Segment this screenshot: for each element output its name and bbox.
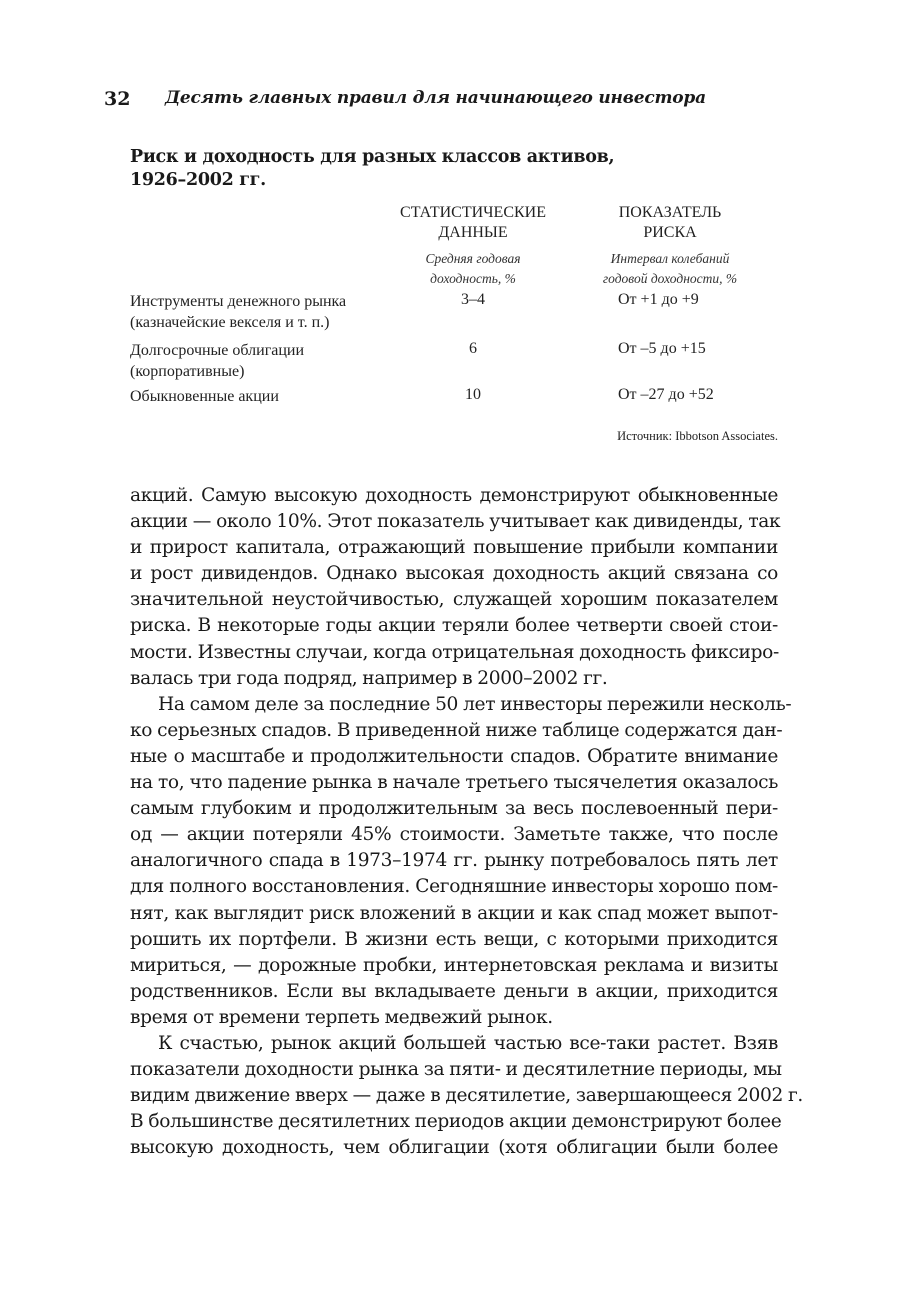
text-line: видим движение вверх — даже в десятилетие, завершающееся 2002 г. bbox=[130, 1085, 803, 1107]
text-line: В большинстве десятилетних периодов акции демонстрируют более bbox=[130, 1111, 782, 1133]
text-line: самым глубоким и продолжительным за весь послевоенный пери- bbox=[130, 798, 778, 820]
paragraph bbox=[130, 483, 781, 692]
header-line: ДАННЫЕ bbox=[438, 224, 508, 241]
subheader-line: Средняя годовая bbox=[425, 251, 521, 266]
subheader-line: Интервал колебаний bbox=[610, 251, 730, 266]
text-line: и прирост капитала, отражающий повышение прибыли компании bbox=[130, 537, 778, 559]
text-line: риска. В некоторые годы акции теряли более четверти своей стои- bbox=[130, 615, 778, 637]
subheader-line: доходность, % bbox=[430, 271, 516, 286]
row-label-bonds bbox=[130, 340, 304, 382]
text-line: На самом деле за последние 50 лет инвесторы пережили несколь- bbox=[158, 693, 792, 715]
text-line: родственников. Если вы вкладываете деньги в акции, приходится bbox=[130, 980, 778, 1002]
body-text bbox=[130, 483, 803, 1161]
header-line: РИСКА bbox=[643, 224, 697, 241]
text-line: ные о масштабе и продолжительности спадов. Обратите внимание bbox=[130, 745, 778, 767]
cell-range: От –27 до +52 bbox=[618, 386, 714, 403]
table-title-line: Риск и доходность для разных классов активов, bbox=[130, 147, 615, 167]
running-title: Десять главных правил для начинающего инвестора bbox=[165, 88, 706, 108]
text-line: валась три года подряд, например в 2000–2002 гг. bbox=[130, 667, 608, 689]
column-header-statistics bbox=[378, 203, 568, 243]
table-source: Источник: Ibbotson Associates. bbox=[617, 429, 778, 443]
text-line: высокую доходность, чем облигации (хотя облигации были более bbox=[130, 1137, 778, 1159]
column-subheader-return bbox=[378, 249, 568, 289]
label-line: (казначейские векселя и т. п.) bbox=[130, 314, 330, 331]
text-line: мириться, — дорожные пробки, интернетовская реклама и визиты bbox=[130, 954, 778, 976]
text-line: нят, как выглядит риск вложений в акции и как спад может выпот- bbox=[130, 902, 778, 924]
text-line: время от времени терпеть медвежий рынок. bbox=[130, 1006, 553, 1028]
table-title-line: 1926–2002 гг. bbox=[130, 170, 266, 190]
text-line: рошить их портфели. В жизни есть вещи, с которыми приходится bbox=[130, 928, 778, 950]
column-subheader-range bbox=[565, 249, 775, 289]
text-line: акции — около 10%. Этот показатель учитывает как дивиденды, так bbox=[130, 511, 781, 533]
cell-return: 10 bbox=[465, 386, 481, 403]
cell-range: От –5 до +15 bbox=[618, 340, 706, 357]
paragraph bbox=[130, 1031, 803, 1161]
row-label-stocks bbox=[130, 386, 279, 407]
row-label-money-market bbox=[130, 291, 346, 333]
text-line: ко серьезных спадов. В приведенной ниже таблице содержатся дан- bbox=[130, 719, 783, 741]
text-line: значительной неустойчивостью, служащей хорошим показателем bbox=[130, 589, 778, 611]
page-number: 32 bbox=[104, 88, 131, 110]
label-line: (корпоративные) bbox=[130, 363, 245, 380]
table-title bbox=[130, 146, 614, 192]
header-line: ПОКАЗАТЕЛЬ bbox=[618, 204, 722, 221]
cell-range: От +1 до +9 bbox=[618, 291, 699, 308]
text-line: и рост дивидендов. Однако высокая доходность акций связана со bbox=[130, 563, 778, 585]
label-line: Обыкновенные акции bbox=[130, 388, 279, 405]
label-line: Инструменты денежного рынка bbox=[130, 293, 347, 310]
text-line: од — акции потеряли 45% стоимости. Заметьте также, что после bbox=[130, 824, 778, 846]
text-line: К счастью, рынок акций большей частью все-таки растет. Взяв bbox=[158, 1032, 778, 1054]
text-line: показатели доходности рынка за пяти- и десятилетние периоды, мы bbox=[130, 1059, 782, 1081]
label-line: Долгосрочные облигации bbox=[130, 342, 305, 359]
cell-return: 6 bbox=[469, 340, 477, 357]
column-header-risk bbox=[565, 203, 775, 243]
text-line: для полного восстановления. Сегодняшние инвесторы хорошо пом- bbox=[130, 876, 778, 898]
subheader-line: годовой доходности, % bbox=[602, 271, 738, 286]
text-line: акций. Самую высокую доходность демонстрируют обыкновенные bbox=[130, 485, 778, 506]
text-line: мости. Известны случаи, когда отрицательная доходность фиксиро- bbox=[130, 641, 779, 663]
text-line: на то, что падение рынка в начале третьего тысячелетия оказалось bbox=[130, 772, 778, 794]
cell-return: 3–4 bbox=[461, 291, 485, 308]
header-line: СТАТИСТИЧЕСКИЕ bbox=[400, 204, 546, 221]
paragraph bbox=[130, 692, 792, 1031]
text-line: аналогичного спада в 1973–1974 гг. рынку потребовалось пять лет bbox=[130, 850, 778, 872]
